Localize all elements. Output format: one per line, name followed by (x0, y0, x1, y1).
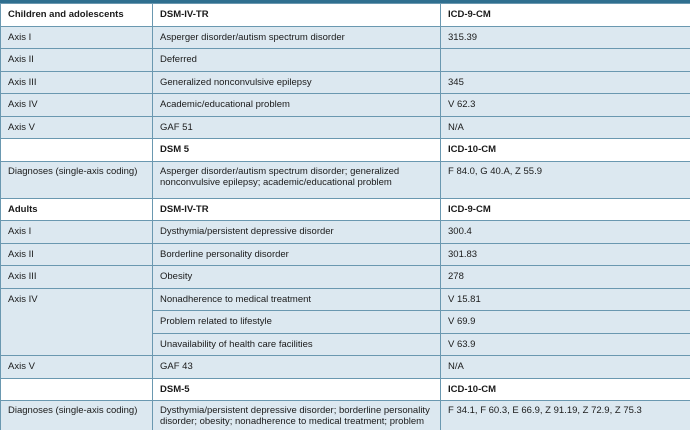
axis-label: Diagnoses (single-axis coding) (1, 161, 153, 198)
dsm-column-heading: DSM-IV-TR (153, 198, 441, 221)
table-row (1, 116, 690, 139)
table-row (1, 49, 690, 72)
dsm-diagnosis: Asperger disorder/autism spectrum disorder (153, 26, 441, 49)
dsm-diagnosis-line: Dysthymia/persistent depressive disorder; borderline personality (160, 405, 430, 416)
icd-code: F 84.0, G 40.A, Z 55.9 (441, 161, 690, 198)
dsm-diagnosis: GAF 51 (153, 116, 441, 139)
dsm-diagnosis: Nonadherence to medical treatment (153, 288, 441, 311)
empty-cell (1, 378, 153, 401)
dsm-diagnosis: Generalized nonconvulsive epilepsy (153, 71, 441, 94)
table-row (1, 161, 690, 198)
dsm-diagnosis-line: disorder; obesity; nonadherence to medical treatment; problem (160, 416, 425, 427)
dsm5-column-heading: DSM-5 (153, 378, 441, 401)
icd-code: V 62.3 (441, 94, 690, 117)
icd-code: 301.83 (441, 243, 690, 266)
axis-label: Axis I (1, 26, 153, 49)
dsm5-column-heading: DSM 5 (153, 139, 441, 162)
axis-label: Axis V (1, 356, 153, 379)
empty-cell (1, 139, 153, 162)
children-dsm5-header-row (1, 139, 690, 162)
table-row (1, 266, 690, 289)
group-heading-adults: Adults (1, 198, 153, 221)
table-row (1, 356, 690, 379)
dsm-diagnosis: Borderline personality disorder (153, 243, 441, 266)
dsm-diagnosis: GAF 43 (153, 356, 441, 379)
icd-code: 300.4 (441, 221, 690, 244)
table-row (1, 288, 690, 311)
dsm-diagnosis (153, 401, 441, 430)
axis-label: Axis III (1, 266, 153, 289)
icd-code (441, 49, 690, 72)
icd-column-heading: ICD-9-CM (441, 198, 690, 221)
table-row (1, 71, 690, 94)
icd-code: V 69.9 (441, 311, 690, 334)
icd-code: 345 (441, 71, 690, 94)
table-row (1, 221, 690, 244)
icd-column-heading: ICD-9-CM (441, 4, 690, 27)
axis-label: Axis III (1, 71, 153, 94)
axis-label: Axis IV (1, 94, 153, 117)
icd-code: N/A (441, 116, 690, 139)
dsm-column-heading: DSM-IV-TR (153, 4, 441, 27)
dsm-diagnosis: Asperger disorder/autism spectrum disorder; generalized nonconvulsive epilepsy; academic/educational problem (153, 161, 441, 198)
dsm-diagnosis: Dysthymia/persistent depressive disorder (153, 221, 441, 244)
dsm-diagnosis: Obesity (153, 266, 441, 289)
icd-code: V 63.9 (441, 333, 690, 356)
children-header-row (1, 4, 690, 27)
axis-label: Axis II (1, 243, 153, 266)
dsm-diagnosis: Problem related to lifestyle (153, 311, 441, 334)
icd10-column-heading: ICD-10-CM (441, 139, 690, 162)
axis-label: Axis IV (1, 288, 153, 356)
diagnosis-coding-table (0, 3, 690, 430)
icd10-column-heading: ICD-10-CM (441, 378, 690, 401)
dsm-diagnosis: Unavailability of health care facilities (153, 333, 441, 356)
icd-code: 278 (441, 266, 690, 289)
table-row (1, 401, 690, 430)
axis-label: Axis I (1, 221, 153, 244)
table-row (1, 26, 690, 49)
icd-code: F 34.1, F 60.3, E 66.9, Z 91.19, Z 72.9, Z 75.3 (441, 401, 690, 430)
icd-code: V 15.81 (441, 288, 690, 311)
axis-label: Diagnoses (single-axis coding) (1, 401, 153, 430)
group-heading-children: Children and adolescents (1, 4, 153, 27)
table-row (1, 243, 690, 266)
icd-code: 315.39 (441, 26, 690, 49)
axis-label: Axis V (1, 116, 153, 139)
axis-label: Axis II (1, 49, 153, 72)
adults-header-row (1, 198, 690, 221)
adults-dsm5-header-row (1, 378, 690, 401)
icd-code: N/A (441, 356, 690, 379)
dsm-diagnosis: Deferred (153, 49, 441, 72)
table-row (1, 94, 690, 117)
dsm-diagnosis: Academic/educational problem (153, 94, 441, 117)
